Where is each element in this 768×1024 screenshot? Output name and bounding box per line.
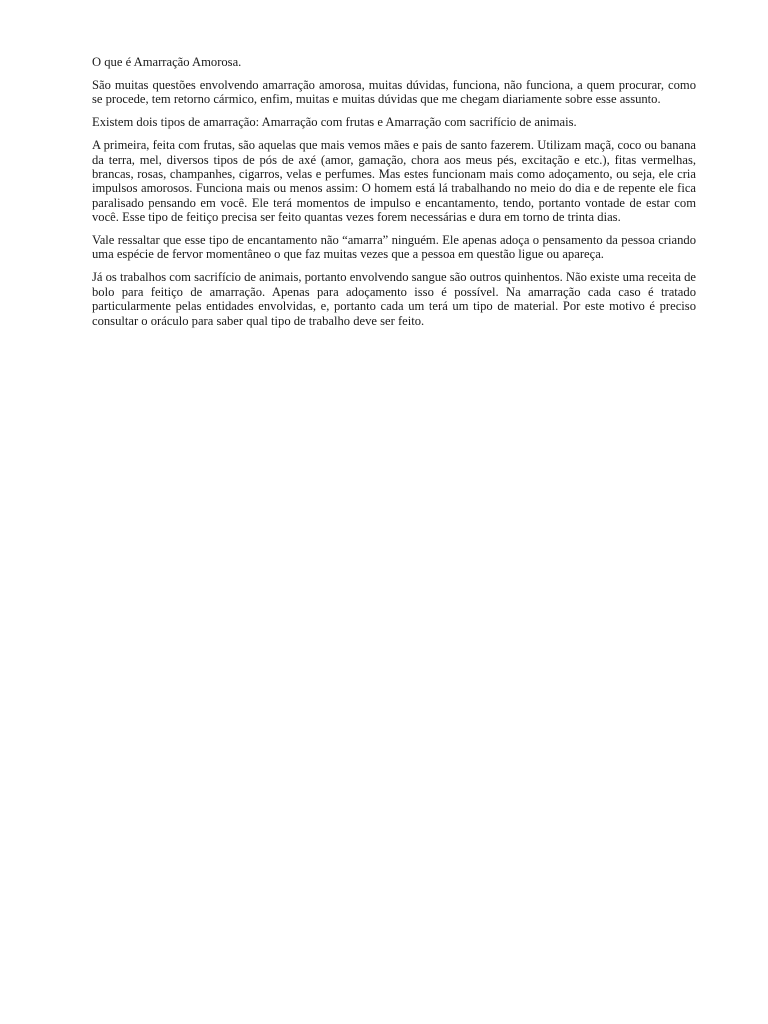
paragraph-intro: São muitas questões envolvendo amarração amorosa, muitas dúvidas, funciona, não funciona, a quem procurar, como se procede, tem retorno cármico, enfim, muitas e muitas dúvidas que me chegam diariamente sobre esse assunto. [92,77,696,107]
document-body [92,55,696,337]
paragraph-sacrifice: Já os trabalhos com sacrifício de animais, portanto envolvendo sangue são outros quinhentos. Não existe uma receita de bolo para feitiço de amarração. Apenas para adoçamento isso é possível. Na amarração cada caso é tratado particularmente pelas entidades envolvidas, e, portanto cada um terá um tipo de material. Por este motivo é preciso consultar o oráculo para saber qual tipo de trabalho deve ser feito. [92,270,696,328]
document-title: O que é Amarração Amorosa. [92,55,242,69]
paragraph-fruits: A primeira, feita com frutas, são aquelas que mais vemos mães e pais de santo fazerem. Utilizam maçã, coco ou banana da terra, mel, diversos tipos de pós de axé (amor, gamação, chora aos meus pés, excitação e etc.), fitas vermelhas, brancas, rosas, champanhes, cigarros, velas e perfumes. Mas estes funcionam mais como adoçamento, ou seja, ele cria impulsos amorosos. Funciona mais ou menos assim: O homem está lá trabalhando no meio do dia e de repente ele fica paralisado pensando em você. Ele terá momentos de impulso e encantamento, tendo, portanto vontade de estar com você. Esse tipo de feitiço precisa ser feito quantas vezes forem necessárias e dura em torno de trinta dias. [92,138,696,225]
paragraph-types: Existem dois tipos de amarração: Amarração com frutas e Amarração com sacrifício de animais. [92,115,577,130]
paragraph-note: Vale ressaltar que esse tipo de encantamento não “amarra” ninguém. Ele apenas adoça o pensamento da pessoa criando uma espécie de fervor momentâneo o que faz muitas vezes que a pessoa em questão ligue ou apareça. [92,233,696,262]
